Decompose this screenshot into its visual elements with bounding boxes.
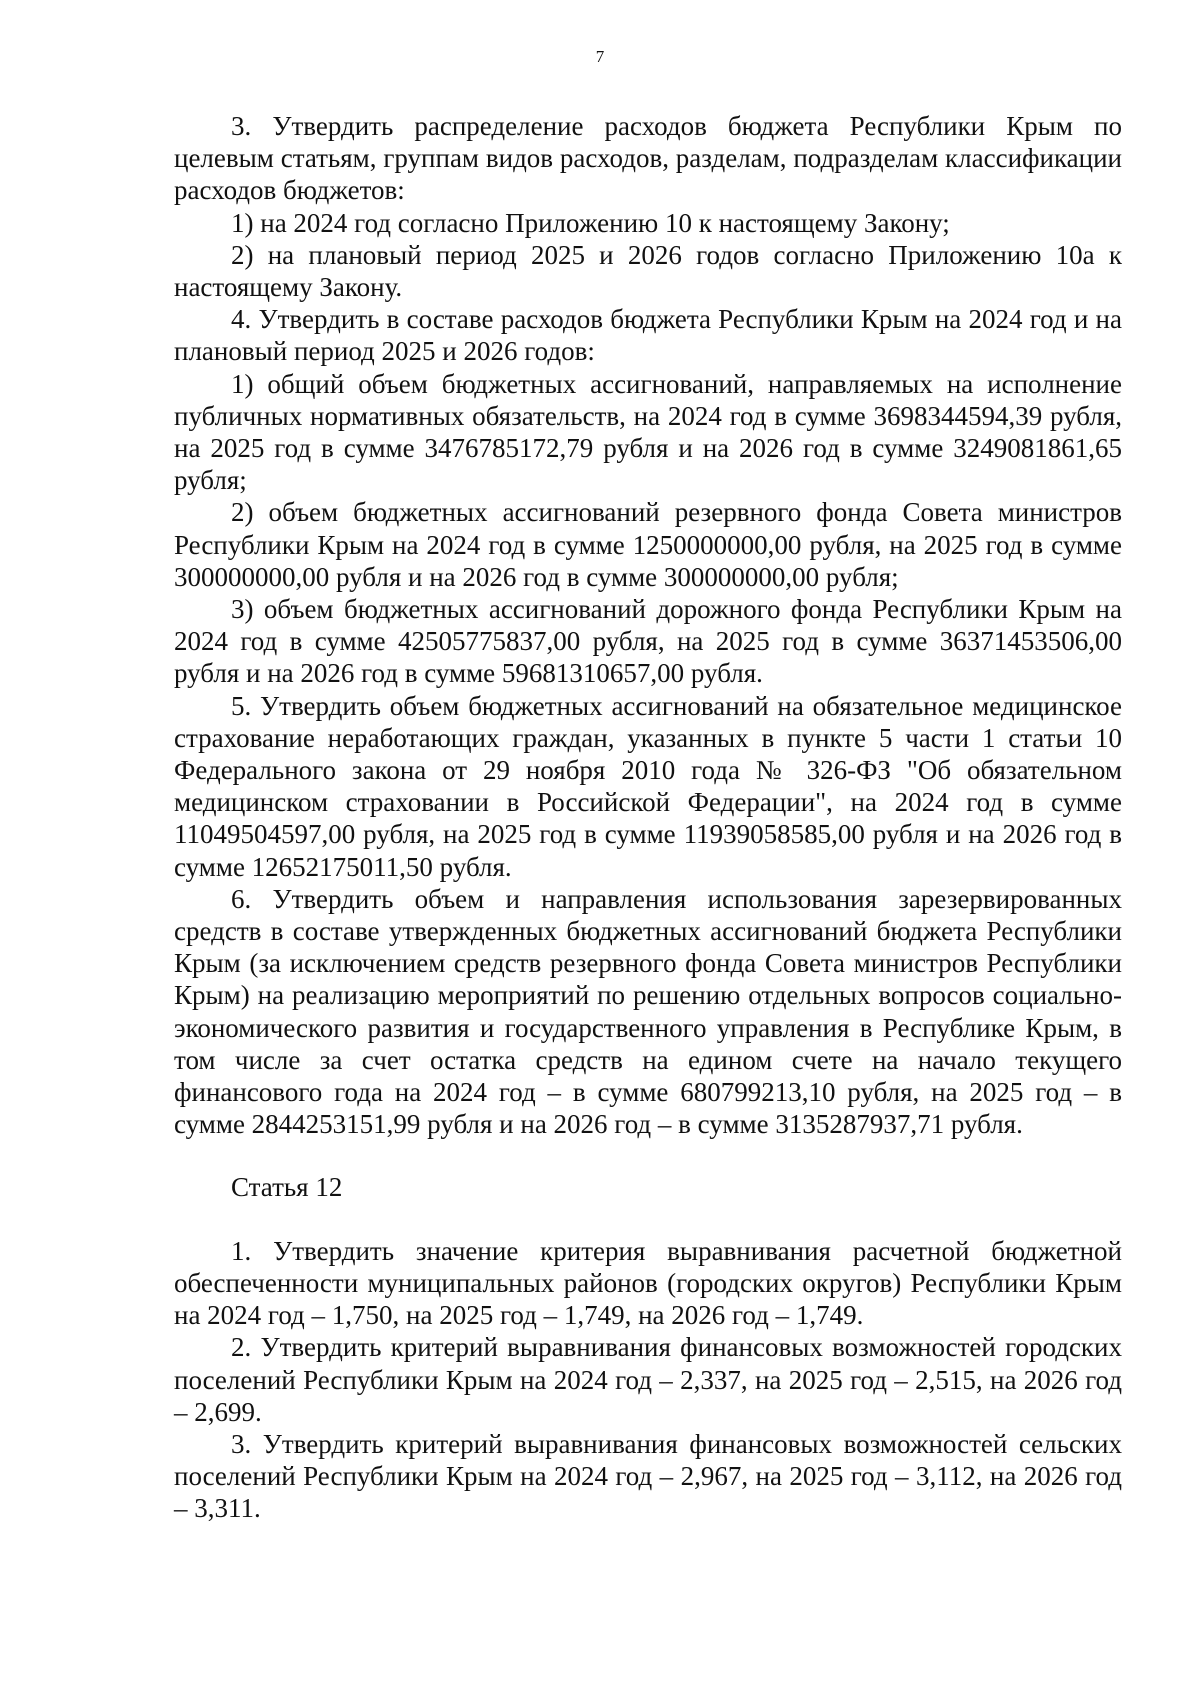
paragraph-4: 4. Утвердить в составе расходов бюджета Республики Крым на 2024 год и на плановый период 2025 и 2026 годов: (174, 304, 1122, 367)
paragraph-5: 5. Утвердить объем бюджетных ассигнований на обязательное медицинское страхование неработающих граждан, указанных в пункте 5 части 1 статьи 10 Федерального закона от 29 ноября 2010 года № 326-ФЗ "Об обязательном медицинском страховании в Российской Федерации", на 2024 год в сумме 11049504597,00 рубля, на 2025 год в сумме 11939058585,00 рубля и на 2026 год в сумме 12652175011,50 рубля. (174, 690, 1122, 882)
paragraph-4-item-1: 1) общий объем бюджетных ассигнований, направляемых на исполнение публичных нормативных обязательств, на 2024 год в сумме 3698344594,39 рубля, на 2025 год в сумме 3476785172,79 рубля и на 2026 год в сумме 3249081861,65 рубля; (174, 368, 1122, 496)
paragraph-4-item-2: 2) объем бюджетных ассигнований резервного фонда Совета министров Республики Крым на 2024 год в сумме 1250000000,00 рубля, на 2025 год в сумме 300000000,00 рубля и на 2026 год в сумме 300000000,00 рубля; (174, 497, 1122, 592)
paragraph-4-item-3: 3) объем бюджетных ассигнований дорожного фонда Республики Крым на 2024 год в сумме 42505775837,00 рубля, на 2025 год в сумме 36371453506,00 рубля и на 2026 год в сумме 59681310657,00 рубля. (174, 594, 1122, 689)
article-12-paragraph-3: 3. Утвердить критерий выравнивания финансовых возможностей сельских поселений Республики Крым на 2024 год – 2,967, на 2025 год – 3,112, на 2026 год – 3,311. (174, 1428, 1122, 1524)
paragraph-3-item-2: 2) на плановый период 2025 и 2026 годов согласно Приложению 10а к настоящему Закону. (174, 239, 1122, 303)
document-body (174, 110, 1122, 1525)
paragraph-6: 6. Утвердить объем и направления использования зарезервированных средств в составе утвержденных бюджетных ассигнований бюджета Республики Крым (за исключением средств резервного фонда Совета министров Республики Крым) на реализацию мероприятий по решению отдельных вопросов социально-экономического развития и государственного управления в Республике Крым, в том числе за счет остатка средств на едином счете на начало текущего финансового года на 2024 год – в сумме 680799213,10 рубля, на 2025 год – в сумме 2844253151,99 рубля и на 2026 год – в сумме 3135287937,71 рубля. (174, 883, 1122, 1140)
paragraph-3: 3. Утвердить распределение расходов бюджета Республики Крым по целевым статьям, группам видов расходов, разделам, подразделам классификации расходов бюджетов: (174, 111, 1122, 206)
paragraph-3-item-1: 1) на 2024 год согласно Приложению 10 к настоящему Закону; (231, 207, 950, 238)
article-12-paragraph-1: 1. Утвердить значение критерия выравнивания расчетной бюджетной обеспеченности муниципальных районов (городских округов) Республики Крым на 2024 год – 1,750, на 2025 год – 1,749, на 2026 год – 1,749. (174, 1235, 1122, 1331)
page-number: 7 (595, 47, 605, 66)
article-12-paragraph-2: 2. Утвердить критерий выравнивания финансовых возможностей городских поселений Республики Крым на 2024 год – 2,337, на 2025 год – 2,515, на 2026 год – 2,699. (174, 1332, 1122, 1427)
article-heading: Статья 12 (231, 1171, 343, 1202)
